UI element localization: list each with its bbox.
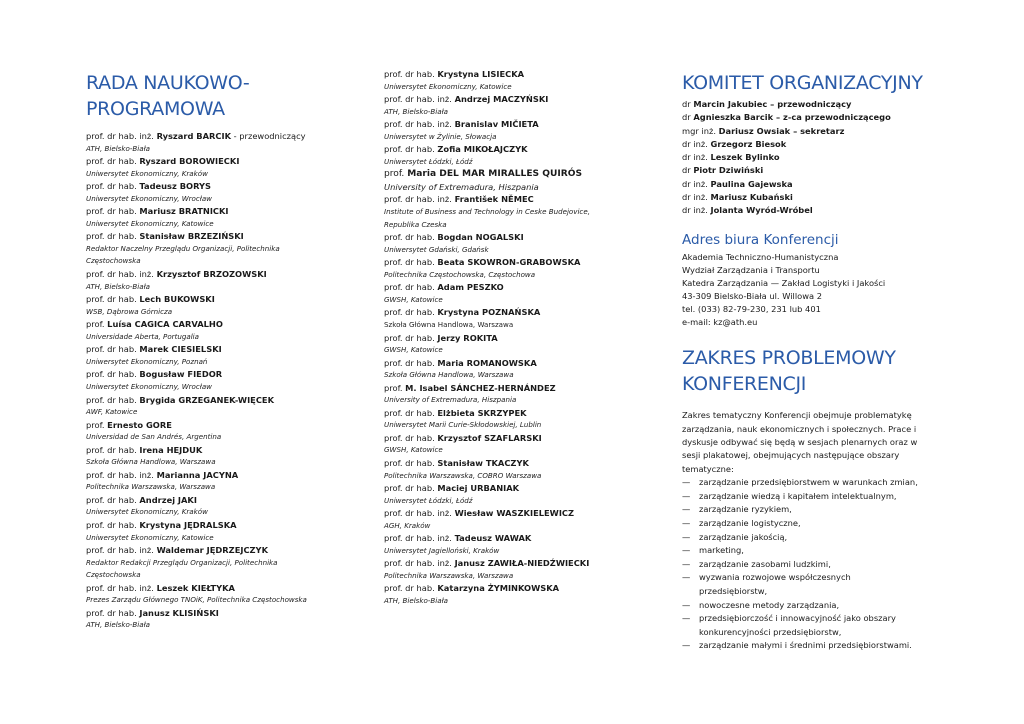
topic-item	[682, 639, 952, 653]
rada-member	[86, 582, 356, 607]
komitet-member	[682, 151, 952, 164]
komitet-member-title: dr	[682, 99, 694, 109]
topic-text: wyzwania rozwojowe współczesnych	[699, 572, 851, 583]
member-title: prof. dr hab.	[86, 294, 140, 305]
topic-item	[682, 612, 952, 639]
member-name-line	[384, 168, 654, 181]
member-name: Lech BUKOWSKI	[139, 294, 215, 305]
rada-member	[86, 394, 356, 419]
member-affiliation: Universidade Aberta, Portugalia	[86, 331, 200, 341]
member-affiliation: Częstochowska	[86, 256, 141, 266]
dash-bullet: —	[682, 490, 691, 501]
topic-item	[682, 503, 952, 517]
member-name-line	[384, 93, 654, 106]
member-title: prof. dr hab.	[384, 432, 438, 443]
rada-heading-line2: PROGRAMOWA	[86, 98, 225, 120]
member-name-line	[86, 180, 356, 193]
member-title: prof. dr hab. inż.	[86, 582, 157, 593]
member-name-line	[384, 482, 654, 495]
komitet-heading: KOMITET ORGANIZACYJNY	[682, 72, 923, 94]
topic-item	[682, 558, 952, 572]
member-affiliation: Universidad de San Andrés, Argentina	[86, 432, 222, 442]
dash-bullet: —	[682, 640, 691, 651]
member-title: prof. dr hab.	[86, 181, 140, 192]
member-title: prof. dr hab. inż.	[86, 131, 157, 141]
address-line: tel. (033) 82-79-230, 231 lub 401	[682, 304, 821, 315]
zakres-heading-line1: ZAKRES PROBLEMOWY	[682, 347, 896, 370]
komitet-member-name: Piotr Dziwiński	[693, 165, 764, 176]
member-title: prof. dr hab.	[384, 257, 438, 268]
member-affiliation: ATH, Bielsko-Biała	[86, 620, 150, 630]
member-name-line	[384, 382, 654, 395]
member-affiliation: Uniwersytet Ekonomiczny, Wrocław	[86, 381, 212, 391]
member-affiliation: Redaktor Naczelny Przeglądu Organizacji, Politechnika	[86, 243, 280, 253]
rada-member	[384, 281, 654, 306]
dash-bullet: —	[682, 518, 691, 529]
member-name-line	[86, 519, 356, 532]
topic-text: nowoczesne metody zarządzania,	[699, 599, 840, 610]
member-affiliation: Prezes Zarządu Głównego TNOiK, Politechnika Częstochowska	[86, 595, 307, 605]
member-title: prof. dr hab.	[86, 206, 140, 217]
rada-member	[86, 155, 356, 180]
rada-member	[86, 130, 356, 155]
topic-item	[682, 571, 952, 598]
member-affiliation: Częstochowska	[86, 570, 141, 580]
member-affiliation: Uniwersytet Ekonomiczny, Kraków	[86, 168, 208, 178]
member-name-line	[384, 582, 654, 595]
rada-member	[86, 268, 356, 293]
member-affiliation: Uniwersytet w Żylinie, Słowacja	[384, 131, 497, 141]
member-affiliation: Uniwersytet Ekonomiczny, Katowice	[86, 218, 214, 228]
member-name-line	[86, 582, 356, 595]
intro-line: dyskusje odbywać się będą w sesjach plenarnych oraz w	[682, 437, 918, 448]
member-name: Katarzyna ŻYMINKOWSKA	[437, 583, 560, 594]
member-affiliation: Uniwersytet Gdański, Gdańsk	[384, 244, 489, 254]
member-name-line	[384, 532, 654, 545]
komitet-member-title: mgr inż.	[682, 125, 719, 136]
member-name-line	[384, 432, 654, 445]
rada-member	[384, 582, 654, 607]
intro-line: Zakres tematyczny Konferencji obejmuje problematykę	[682, 410, 912, 421]
member-title: prof. dr hab.	[86, 156, 140, 167]
member-name: Ryszard BARCIK	[156, 131, 232, 141]
member-name-line	[86, 494, 356, 507]
rada-member	[384, 507, 654, 532]
member-affiliation: GWSH, Katowice	[384, 445, 443, 455]
topic-text: przedsiębiorstw,	[699, 586, 768, 597]
komitet-member	[682, 178, 952, 191]
member-name: Tadeusz WAWAK	[454, 533, 532, 544]
topic-list	[682, 476, 952, 653]
member-name: Irena HEJDUK	[139, 444, 203, 455]
rada-member	[86, 519, 356, 544]
dash-bullet: —	[682, 613, 691, 624]
komitet-member-title: dr inż.	[682, 178, 711, 189]
rada-member	[86, 419, 356, 444]
komitet-member	[682, 164, 952, 177]
member-title: prof. dr hab. inż.	[384, 194, 455, 205]
rada-member	[384, 382, 654, 407]
topic-text: zarządzanie przedsiębiorstwem w warunkach zmian,	[699, 477, 918, 488]
member-affiliation: AWF, Katowice	[86, 407, 138, 417]
member-name: Andrzej MACZYŃSKI	[454, 94, 549, 105]
member-title: prof. dr hab. inż.	[86, 269, 157, 280]
member-title: prof. dr hab.	[384, 307, 438, 318]
member-affiliation: Uniwersytet Łódzki, Łódź	[384, 156, 473, 166]
member-affiliation: University of Extremadura, Hiszpania	[384, 181, 539, 192]
topic-text: przedsiębiorczość i innowacyjność jako obszary	[699, 613, 896, 624]
member-title: prof. dr hab.	[86, 231, 140, 242]
rada-member	[384, 532, 654, 557]
topic-text: zarządzanie zasobami ludzkimi,	[699, 558, 831, 569]
topic-item	[682, 599, 952, 613]
member-title: prof. dr hab.	[384, 407, 438, 418]
rada-member	[384, 118, 654, 143]
rada-member	[86, 607, 356, 632]
member-name: Ernesto GORE	[107, 419, 172, 430]
member-affiliation: Uniwersytet Jagielloński, Kraków	[384, 545, 500, 555]
komitet-member	[682, 98, 952, 111]
rada-member	[384, 193, 654, 231]
member-name: Wiesław WASZKIELEWICZ	[454, 508, 575, 519]
member-name: Marek CIESIELSKI	[139, 344, 222, 355]
member-title: prof. dr hab.	[384, 458, 438, 468]
member-title: prof. dr hab.	[86, 520, 140, 530]
member-affiliation: GWSH, Katowice	[384, 294, 443, 304]
member-name: Krzysztof SZAFLARSKI	[437, 432, 542, 443]
member-name: Janusz KLISIŃSKI	[139, 607, 219, 618]
member-title: prof. dr hab. inż.	[86, 469, 157, 480]
topic-item	[682, 476, 952, 490]
komitet-member-name: Grzegorz Biesok	[710, 138, 787, 149]
member-name: Stanisław BRZEZIŃSKI	[139, 231, 244, 242]
member-affiliation: Republika Czeska	[384, 219, 447, 229]
address-block	[682, 251, 952, 330]
member-affiliation: Uniwersytet Ekonomiczny, Katowice	[384, 81, 512, 91]
komitet-member	[682, 204, 952, 217]
member-title: prof. dr hab.	[384, 357, 438, 368]
member-affiliation: Uniwersytet Marii Curie-Skłodowskiej, Lublin	[384, 420, 542, 430]
member-title: prof.	[384, 169, 408, 180]
member-title: prof. dr hab.	[384, 332, 438, 343]
right-column	[682, 70, 952, 653]
rada-member	[384, 256, 654, 281]
komitet-member-title: dr	[682, 112, 694, 123]
member-affiliation: GWSH, Katowice	[384, 345, 443, 355]
member-name: Tadeusz BORYS	[139, 181, 211, 192]
rada-member	[384, 407, 654, 432]
topic-item	[682, 517, 952, 531]
rada-column-left	[86, 70, 356, 632]
member-name-line	[86, 444, 356, 457]
member-affiliation: Uniwersytet Ekonomiczny, Kraków	[86, 507, 208, 517]
member-name: Marianna JACYNA	[156, 469, 239, 480]
komitet-member	[682, 138, 952, 151]
member-name: Mariusz BRATNICKI	[139, 206, 229, 217]
member-name-line	[86, 368, 356, 381]
komitet-member-list	[682, 98, 952, 218]
rada-member	[86, 544, 356, 582]
member-title: prof. dr hab.	[384, 232, 438, 243]
member-affiliation: Politechnika Częstochowska, Częstochowa	[384, 269, 536, 279]
rada-member	[86, 494, 356, 519]
komitet-member-name: Leszek Bylinko	[710, 152, 780, 163]
member-name-line	[86, 469, 356, 482]
member-name-line	[384, 357, 654, 370]
member-affiliation: AGH, Kraków	[384, 520, 431, 530]
topic-item	[682, 531, 952, 545]
member-title: prof.	[86, 319, 108, 330]
member-affiliation: ATH, Bielsko-Biała	[384, 595, 448, 605]
member-title: prof. dr hab. inż.	[384, 533, 455, 544]
member-name: M. Isabel SÁNCHEZ-HERNÁNDEZ	[405, 382, 556, 393]
dash-bullet: —	[682, 599, 691, 610]
member-name-line	[86, 230, 356, 243]
member-affiliation: Uniwersytet Ekonomiczny, Poznań	[86, 356, 208, 366]
member-name: Luísa CAGICA CARVALHO	[107, 319, 223, 330]
dash-bullet: —	[682, 531, 691, 542]
member-name: Brygida GRZEGANEK-WIĘCEK	[139, 394, 275, 405]
dash-bullet: —	[682, 477, 691, 488]
zakres-heading	[682, 345, 952, 397]
member-name: Krystyna POZNAŃSKA	[437, 307, 541, 318]
member-affiliation: Szkoła Główna Handlowa, Warszawa	[384, 370, 514, 380]
komitet-member	[682, 125, 952, 138]
komitet-member-title: dr	[682, 165, 694, 176]
rada-member-list-left	[86, 130, 356, 632]
member-name: Maria ROMANOWSKA	[437, 357, 537, 368]
member-name: Andrzej JAKI	[139, 494, 197, 505]
topic-item	[682, 544, 952, 558]
member-name: Elżbieta SKRZYPEK	[437, 407, 527, 418]
rada-column-middle	[384, 68, 654, 608]
member-title: prof. dr hab.	[86, 394, 140, 405]
member-name: Ryszard BOROWIECKI	[139, 156, 240, 167]
rada-member	[384, 93, 654, 118]
member-title: prof. dr hab.	[384, 483, 438, 494]
member-title: prof. dr hab.	[86, 494, 140, 505]
member-role: - przewodniczący	[231, 131, 306, 141]
intro-line: zarządzania, nauk ekonomicznych i społecznych. Prace i	[682, 423, 917, 434]
komitet-member-name: Paulina Gajewska	[710, 178, 793, 189]
komitet-member-title: dr inż.	[682, 205, 711, 216]
member-name: Stanisław TKACZYK	[437, 458, 529, 468]
address-line: Akademia Techniczno-Humanistyczna	[682, 251, 839, 262]
member-name-line	[384, 557, 654, 570]
member-name-line	[86, 544, 356, 557]
komitet-member-title: dr inż.	[682, 138, 711, 149]
member-affiliation: Politechnika Warszawska, Warszawa	[384, 570, 514, 580]
komitet-member-name: Agnieszka Barcik – z-ca przewodniczącego	[693, 112, 891, 123]
member-name-line	[86, 394, 356, 407]
member-name-line	[384, 306, 654, 319]
member-affiliation: Uniwersytet Ekonomiczny, Wrocław	[86, 193, 212, 203]
komitet-member-name: Marcin Jakubiec – przewodniczący	[693, 99, 852, 109]
member-name: Krystyna JĘDRALSKA	[139, 520, 237, 530]
member-name-line	[86, 268, 356, 281]
member-title: prof. dr hab. inż.	[384, 119, 455, 130]
topic-text: zarządzanie wiedzą i kapitałem intelektualnym,	[699, 490, 897, 501]
member-title: prof. dr hab.	[86, 344, 140, 355]
rada-member	[86, 205, 356, 230]
member-name-line	[384, 256, 654, 269]
rada-member	[384, 457, 654, 482]
address-line: Katedra Zarządzania — Zakład Logistyki i Jakości	[682, 277, 886, 288]
topic-text: zarządzanie ryzykiem,	[699, 504, 792, 515]
rada-member	[86, 444, 356, 469]
member-affiliation: Uniwersytet Ekonomiczny, Katowice	[86, 532, 214, 542]
member-affiliation: Politechnika Warszawska, Warszawa	[86, 482, 216, 492]
member-name-line	[86, 318, 356, 331]
member-name: František NĚMEC	[454, 194, 534, 205]
member-affiliation: WSB, Dąbrowa Górnicza	[86, 306, 173, 316]
rada-member	[86, 318, 356, 343]
rada-member	[86, 343, 356, 368]
member-name: Maria DEL MAR MIRALLES QUIRÓS	[407, 169, 583, 180]
rada-member	[86, 230, 356, 268]
member-name-line	[384, 193, 654, 206]
komitet-member-title: dr inż.	[682, 152, 711, 163]
rada-member	[86, 469, 356, 494]
zakres-heading-line2: KONFERENCJI	[682, 373, 807, 396]
member-name: Janusz ZAWIŁA-NIEDŹWIECKI	[454, 558, 590, 569]
member-name-line	[384, 68, 654, 81]
komitet-member	[682, 111, 952, 124]
member-name-line	[384, 281, 654, 294]
dash-bullet: —	[682, 545, 691, 556]
intro-line: sesji plakatowej, obejmujących następujące obszary	[682, 450, 900, 461]
dash-bullet: —	[682, 572, 691, 583]
rada-heading	[86, 70, 356, 122]
member-name-line	[384, 407, 654, 420]
member-affiliation: Szkoła Główna Handlowa, Warszawa	[384, 319, 514, 329]
member-name-line	[86, 419, 356, 432]
komitet-member	[682, 191, 952, 204]
member-name: Branislav MIČIETA	[454, 119, 539, 130]
member-name-line	[384, 231, 654, 244]
member-affiliation: Institute of Business and Technology in Ceske Budejovice,	[384, 206, 590, 216]
member-name-line	[384, 118, 654, 131]
member-name-line	[86, 205, 356, 218]
member-affiliation: ATH, Bielsko-Biała	[86, 143, 150, 153]
member-title: prof. dr hab.	[384, 583, 438, 594]
member-name-line	[86, 293, 356, 306]
member-name: Bogdan NOGALSKI	[437, 232, 524, 243]
member-affiliation: Szkoła Główna Handlowa, Warszawa	[86, 457, 216, 467]
member-title: prof. dr hab. inż.	[86, 545, 157, 556]
adres-heading: Adres biura Konferencji	[682, 231, 839, 248]
intro-line: tematyczne:	[682, 463, 734, 474]
member-affiliation: ATH, Bielsko-Biała	[86, 281, 150, 291]
member-name: Leszek KIEŁTYKA	[156, 582, 235, 593]
rada-member	[384, 557, 654, 582]
topic-text: konkurencyjności przedsiębiorstw,	[699, 626, 842, 637]
member-name-line	[384, 457, 654, 470]
topic-text: zarządzanie logistyczne,	[699, 518, 801, 529]
member-title: prof. dr hab.	[86, 607, 140, 618]
rada-member	[86, 368, 356, 393]
member-name: Maciej URBANIAK	[437, 483, 520, 494]
member-title: prof.	[86, 419, 108, 430]
member-name-line	[384, 332, 654, 345]
rada-member	[384, 357, 654, 382]
member-affiliation: Uniwersytet Łódzki, Łódź	[384, 495, 473, 505]
rada-member	[384, 482, 654, 507]
member-name-line	[384, 507, 654, 520]
member-name-line	[86, 343, 356, 356]
dash-bullet: —	[682, 504, 691, 515]
member-title: prof. dr hab.	[384, 69, 438, 79]
rada-member	[384, 68, 654, 93]
member-affiliation: ATH, Bielsko-Biała	[384, 106, 448, 116]
member-name: Zofia MIKOŁAJCZYK	[437, 144, 528, 155]
rada-member	[384, 332, 654, 357]
member-title: prof. dr hab. inż.	[384, 508, 455, 519]
address-line: e-mail: kz@ath.eu	[682, 317, 758, 328]
member-name: Jerzy ROKITA	[437, 332, 498, 343]
zakres-intro-paragraph	[682, 409, 952, 476]
address-line: Wydział Zarządzania i Transportu	[682, 264, 820, 275]
komitet-member-name: Mariusz Kubański	[710, 192, 793, 203]
rada-member	[384, 168, 654, 193]
topic-item	[682, 490, 952, 504]
member-title: prof. dr hab.	[86, 444, 140, 455]
address-line: 43-309 Bielsko-Biała ul. Willowa 2	[682, 290, 822, 301]
member-name: Krzysztof BRZOZOWSKI	[156, 269, 267, 280]
dash-bullet: —	[682, 558, 691, 569]
rada-member	[384, 306, 654, 331]
member-name: Adam PESZKO	[437, 282, 504, 293]
member-title: prof.	[384, 382, 406, 393]
member-title: prof. dr hab.	[86, 369, 140, 380]
member-name: Waldemar JĘDRZEJCZYK	[156, 545, 268, 556]
member-title: prof. dr hab.	[384, 144, 438, 155]
member-affiliation: Redaktor Redakcji Przeglądu Organizacji, Politechnika	[86, 557, 278, 567]
member-title: prof. dr hab. inż.	[384, 558, 455, 569]
komitet-member-name: Dariusz Owsiak – sekretarz	[718, 125, 845, 136]
member-name: Krystyna LISIECKA	[437, 69, 525, 79]
komitet-member-title: dr inż.	[682, 192, 711, 203]
rada-member	[384, 231, 654, 256]
member-affiliation: Politechnika Warszawska, COBRO Warszawa	[384, 470, 542, 480]
member-name: Bogusław FIEDOR	[139, 369, 223, 380]
rada-member	[86, 293, 356, 318]
rada-member	[86, 180, 356, 205]
rada-member	[384, 432, 654, 457]
topic-text: zarządzanie małymi i średnimi przedsiębiorstwami.	[699, 640, 912, 651]
member-title: prof. dr hab.	[384, 282, 438, 293]
member-name-line	[384, 143, 654, 156]
komitet-member-name: Jolanta Wyród-Wróbel	[710, 205, 813, 216]
member-name-line	[86, 155, 356, 168]
rada-member-list-middle	[384, 68, 654, 608]
member-affiliation: University of Extremadura, Hiszpania	[384, 395, 517, 405]
member-name-line	[86, 130, 356, 143]
rada-heading-line1: RADA NAUKOWO-	[86, 72, 250, 94]
topic-text: zarządzanie jakością,	[699, 531, 788, 542]
topic-text: marketing,	[699, 545, 744, 556]
member-name-line	[86, 607, 356, 620]
member-title: prof. dr hab. inż.	[384, 94, 455, 105]
member-name: Beata SKOWRON-GRABOWSKA	[437, 257, 581, 268]
rada-member	[384, 143, 654, 168]
